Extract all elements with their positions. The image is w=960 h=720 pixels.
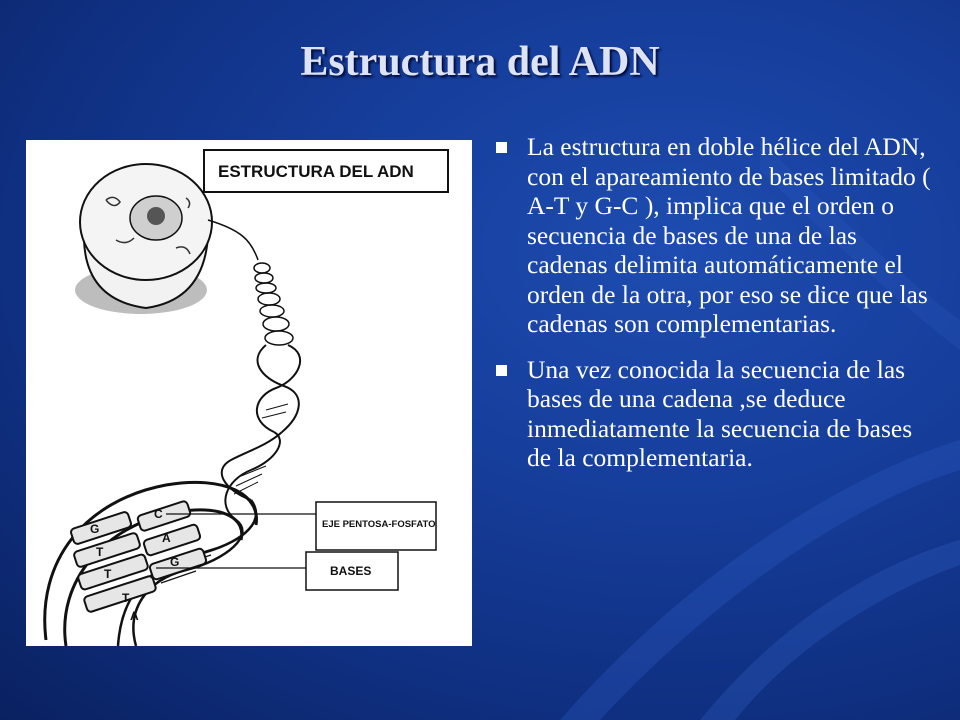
base-letter: T	[104, 567, 112, 581]
chromatin-strand	[208, 220, 258, 260]
bullet-text: Una vez conocida la secuencia de las bases de una cadena ,se deduce inmediatamente la secuencia de bases de la complementaria.	[527, 354, 913, 472]
base-letter: T	[96, 545, 104, 559]
label-backbone-box	[316, 502, 436, 550]
bullet-text: La estructura en doble hélice del ADN, con el apareamiento de bases limitado ( A-T y G-C ), implica que el orden o secuencia de bases de una de las cadenas delimita automáticamente el orden de la otra, por eso se dice que las cadenas son complementarias.	[527, 132, 931, 338]
label-bases: BASES	[330, 564, 372, 578]
figure-heading-box	[204, 150, 448, 192]
base-letter: A	[130, 609, 139, 623]
figure-heading: ESTRUCTURA DEL ADN	[218, 162, 414, 181]
square-bullet-icon	[496, 365, 507, 376]
base-letter: T	[122, 591, 130, 605]
bullet-item	[496, 355, 936, 473]
slide-title: Estructura del ADN	[300, 39, 660, 85]
base-letter: G	[170, 555, 180, 569]
base-letter: A	[162, 531, 171, 545]
bullet-item	[496, 132, 936, 339]
label-bases-box	[306, 552, 398, 590]
square-bullet-icon	[496, 142, 507, 153]
cell-illustration	[75, 164, 212, 314]
double-helix	[118, 345, 300, 646]
coiled-chromatin	[254, 263, 293, 345]
base-letter: C	[154, 507, 163, 521]
label-backbone: EJE PENTOSA-FOSFATO	[322, 519, 436, 530]
helix-base-pairs	[45, 482, 257, 646]
base-letter: G	[90, 522, 100, 536]
dna-structure-figure	[26, 140, 472, 646]
bullet-list	[496, 132, 936, 489]
